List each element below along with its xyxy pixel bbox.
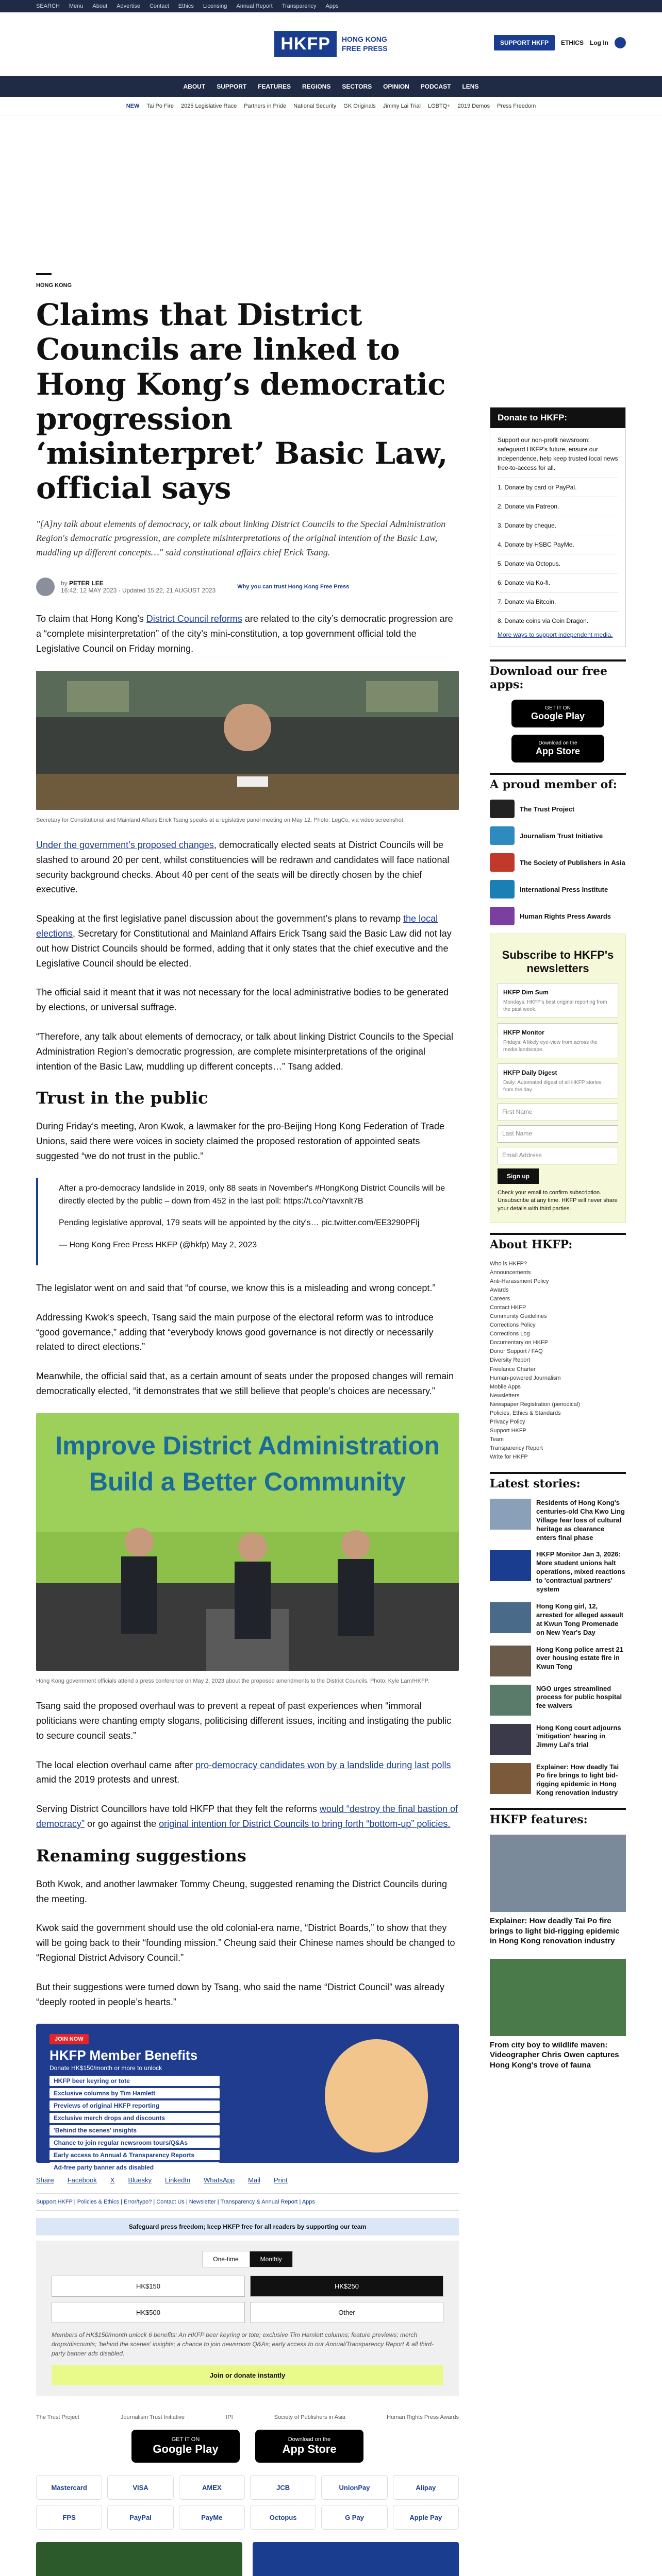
payment-icon[interactable]: Mastercard <box>36 2475 102 2500</box>
nav-regions[interactable]: REGIONS <box>302 83 331 90</box>
story-thumbnail <box>490 1685 531 1716</box>
new-badge: NEW <box>126 103 140 109</box>
about-item[interactable]: Mobile Apps <box>490 1383 521 1390</box>
nav-features[interactable]: FEATURES <box>258 83 291 90</box>
sidebar-spacer <box>490 252 626 407</box>
story-title: HKFP Monitor Jan 3, 2026: More student unions halt operations, mixed reactions to 'contractual partners' system <box>536 1550 625 1594</box>
paragraph: “Therefore, any talk about elements of democracy, or talk about linking District Councils to the Special Administration Region’s democratic progression, are complete misinterpretations of the original intention of the Basic Law, muddling up different concepts…” Tsang added. <box>36 1031 454 1072</box>
logo-mark: HKFP <box>274 31 337 57</box>
ethics-link[interactable]: ETHICS <box>560 39 584 46</box>
member-label: International Press Institute <box>520 885 608 893</box>
text: , Secretary for Constitutional and Mainland Affairs Erick Tsang said the Basic Law did not lay out how District Councils should be formed, adding that it only states that the chief executive and the Legislative Council should be elected. <box>36 928 452 969</box>
story-title: Hong Kong police arrest 21 over housing estate fire in Kwun Tong <box>536 1645 624 1671</box>
link[interactable]: District Council reforms <box>146 614 242 624</box>
trending-item[interactable]: 2019 Demos <box>457 103 490 109</box>
member-item[interactable] <box>490 907 626 925</box>
transparency-link[interactable]: Transparency <box>282 3 317 9</box>
share-facebook[interactable]: Facebook <box>67 2176 97 2184</box>
payment-icon[interactable]: Alipay <box>393 2475 459 2500</box>
embedded-tweet <box>36 1178 459 1265</box>
newsletter-note: Check your email to confirm subscription. Unsubscribe at any time. HKFP will never share your details with third parties. <box>498 1189 618 1212</box>
main-nav <box>0 76 662 97</box>
ethics-banner[interactable] <box>36 2542 242 2576</box>
about-item[interactable]: Diversity Report <box>490 1357 531 1364</box>
trending-item[interactable]: Press Freedom <box>497 103 536 109</box>
support-hkfp-button[interactable]: SUPPORT HKFP <box>494 35 555 50</box>
paragraph <box>36 838 459 897</box>
benefit-item: Chance to join regular newsroom tours/Q&As <box>49 2138 220 2148</box>
hrpa-logo[interactable]: Human Rights Press Awards <box>387 2414 459 2421</box>
last-name-field[interactable]: Last Name <box>498 1125 618 1143</box>
paragraph: Meanwhile, the official said that, as a certain amount of seats under the proposed changes will remain democratically elected, “it demonstrates that we still believe that people’s choices are necessary.” <box>36 1371 454 1396</box>
trending-item[interactable]: 2025 Legislative Race <box>180 103 237 109</box>
trending-item[interactable]: Jimmy Lai Trial <box>383 103 421 109</box>
latest-story[interactable] <box>490 1646 626 1676</box>
about-item[interactable]: Anti-Harassment Policy <box>490 1278 549 1285</box>
tweet-text: Pending legislative approval, 179 seats will be appointed by the city's… pic.twitter.com/EE3290PFlj <box>59 1218 420 1228</box>
benefit-item: Exclusive merch drops and discounts <box>49 2113 220 2123</box>
join-now-badge[interactable]: JOIN NOW <box>49 2034 89 2044</box>
newsletter-option[interactable] <box>498 1023 618 1058</box>
link[interactable]: original intention for District Councils to bring forth “bottom-up” policies. <box>159 1818 451 1829</box>
donate-option[interactable]: 1. Donate by card or PayPal. <box>498 478 618 497</box>
donate-option[interactable]: 5. Donate via Octopus. <box>498 554 618 573</box>
frequency-toggle <box>52 2251 443 2267</box>
share-whatsapp[interactable]: WhatsApp <box>204 2176 235 2184</box>
facebook-icon[interactable] <box>615 37 626 48</box>
payment-icon[interactable]: VISA <box>107 2475 173 2500</box>
member-heading: A proud member of: <box>490 773 626 791</box>
link[interactable]: would “destroy the final bastion of democracy” <box>36 1804 458 1829</box>
author-name[interactable]: PETER LEE <box>69 580 104 587</box>
about-item[interactable]: Freelance Charter <box>490 1366 536 1372</box>
article-title: Claims that District Councils are linked to Hong Kong’s democratic progression ‘misinterpret’ Basic Law, official says <box>36 297 448 506</box>
newsletter-option[interactable] <box>498 1063 618 1098</box>
feature-story[interactable] <box>490 1835 626 1946</box>
monthly-option[interactable]: Monthly <box>250 2251 293 2267</box>
nav-sectors[interactable]: SECTORS <box>342 83 372 90</box>
text: Serving District Councillors have told HKFP that they felt the reforms <box>36 1804 320 1815</box>
latest-story[interactable] <box>490 1602 626 1637</box>
donation-note: Members of HK$150/month unlock 6 benefits: An HKFP beer keyring or tote; exclusive Tim Hamlett columns; feature previews; merch drops/discounts; 'behind the scenes' insights; a chance to join newsroom Q&As; early access to our Annual/Transparency Report & all third-party banner ads disabled. <box>52 2331 434 2358</box>
feature-story[interactable] <box>490 1959 626 2071</box>
nav-support[interactable]: SUPPORT <box>217 83 247 90</box>
press-conference-photo <box>36 1413 459 1671</box>
store-name: App Store <box>282 2443 337 2456</box>
logo-wordmark <box>342 35 388 53</box>
benefit-item: Early access to Annual & Transparency Reports <box>49 2150 220 2160</box>
member-benefits-promo[interactable] <box>36 2024 459 2172</box>
figure-legco <box>36 671 459 824</box>
trust-project-logo[interactable]: The Trust Project <box>36 2414 79 2421</box>
text: or go against the <box>85 1818 159 1829</box>
share-mail[interactable]: Mail <box>248 2176 260 2184</box>
byline-prefix: by <box>61 580 68 587</box>
store-caption: GET IT ON <box>171 2436 200 2443</box>
paragraph: But their suggestions were turned down by Tsang, who said the name “District Council” was already “deeply rooted in people’s hearts.” <box>36 1981 445 2007</box>
donate-option[interactable]: 6. Donate via Ko-fi. <box>498 573 618 592</box>
member-item[interactable] <box>490 826 626 845</box>
newsletter-name: HKFP Dim Sum <box>503 988 549 996</box>
newsletter-name: HKFP Daily Digest <box>503 1069 557 1076</box>
text: Speaking at the first legislative panel discussion about the government’s plans to revamp <box>36 913 404 924</box>
sidebar-app-store[interactable] <box>511 735 604 762</box>
about-item[interactable]: Privacy Policy <box>490 1418 525 1425</box>
story-thumbnail <box>490 1646 531 1676</box>
payment-icon[interactable]: G Pay <box>321 2505 387 2530</box>
advertise-link[interactable]: Advertise <box>117 3 140 9</box>
payment-icon[interactable]: Apple Pay <box>393 2505 459 2530</box>
donate-options <box>498 478 618 630</box>
jti-logo[interactable]: Journalism Trust Initiative <box>120 2414 185 2421</box>
member-item[interactable] <box>490 880 626 899</box>
payment-icon[interactable]: AMEX <box>179 2475 245 2500</box>
paragraph <box>36 1758 459 1788</box>
member-label: Journalism Trust Initiative <box>520 832 603 840</box>
share-print[interactable]: Print <box>273 2176 288 2184</box>
nav-about[interactable]: ABOUT <box>183 83 206 90</box>
newsletter-box <box>490 934 626 1223</box>
about-item[interactable]: Careers <box>490 1296 510 1302</box>
about-item[interactable]: Community Guidelines <box>490 1313 547 1320</box>
trending-item[interactable]: Partners in Pride <box>244 103 287 109</box>
story-thumbnail <box>490 1602 531 1633</box>
author-avatar <box>36 578 55 596</box>
share-bluesky[interactable]: Bluesky <box>128 2176 152 2184</box>
text: To claim that Hong Kong’s <box>36 614 146 624</box>
story-title: Residents of Hong Kong's centuries-old Cha Kwo Ling Village fear loss of cultural heritage as clearance enters final phase <box>536 1499 625 1541</box>
byline-text: by PETER LEE 16:42, 12 MAY 2023 · Updated 15:22, 21 AUGUST 2023 <box>61 580 216 595</box>
figure-caption: Hong Kong government officials attend a press conference on May 2, 2023 about the proposed amendments to the District Councils. Photo: Kyle Lam/HKFP. <box>36 1677 429 1684</box>
contact-link[interactable]: Contact <box>149 3 169 9</box>
legco-photo <box>36 671 459 810</box>
text: amid the 2019 protests and unrest. <box>36 1774 180 1785</box>
benefit-item: Previews of original HKFP reporting <box>49 2100 220 2111</box>
figure-caption: Secretary for Constitutional and Mainland Affairs Erick Tsang speaks at a legislative panel meeting on May 12. Photo: LegCo, via video screenshot. <box>36 817 405 823</box>
benefit-item: HKFP beer keyring or tote <box>49 2076 220 2086</box>
paragraph: Tsang said the proposed overhaul was to prevent a repeat of past experiences when “immoral politicians were chanting empty slogans, politicising different issues, inciting and instigating the public to secure council seats.” <box>36 1701 452 1741</box>
member-item[interactable] <box>490 853 626 872</box>
donate-text: Support our non-profit newsroom: safeguard HKFP's future, ensure our independence, help keep trusted local news free-to-access for all. <box>498 436 618 471</box>
article-category[interactable]: HONG KONG <box>36 273 52 289</box>
more-ways-link[interactable]: More ways to support independent media. <box>498 631 613 638</box>
story-title: Hong Kong girl, 12, arrested for alleged assault at Kwun Tong Promenade on New Year's Day <box>536 1602 624 1636</box>
paragraph: Kwok said the government should use the old colonial-era name, “District Boards,” to show that they will be going back to their “founding mission.” Cheung said their Chinese names should be changed to “Regional District Advisory Council.” <box>36 1923 455 1963</box>
ipi-icon <box>490 880 515 899</box>
about-item[interactable]: Contact HKFP <box>490 1304 526 1311</box>
member-label: The Society of Publishers in Asia <box>520 858 625 867</box>
paragraph: Both Kwok, and another lawmaker Tommy Cheung, suggested renaming the District Councils during the meeting. <box>36 1878 448 1904</box>
trust-project-icon <box>490 800 515 818</box>
donation-widget <box>36 2241 459 2396</box>
first-name-field[interactable]: First Name <box>498 1104 618 1121</box>
link[interactable]: pro-democracy candidates won by a landslide during last polls <box>195 1759 451 1770</box>
masthead <box>0 12 662 76</box>
payment-icon[interactable]: JCB <box>250 2475 316 2500</box>
amount-options <box>52 2276 443 2323</box>
publish-date: 16:42, 12 MAY 2023 <box>61 587 117 595</box>
site-logo[interactable] <box>274 31 387 57</box>
donate-option[interactable]: 7. Donate via Bitcoin. <box>498 592 618 611</box>
text: are related to the city’s democratic progression are a “complete misinterpretation” of the city’s mini-constitution, a top government official told the Legislative Council on Friday morning. <box>36 614 453 654</box>
ipi-logo[interactable]: IPI <box>226 2414 233 2421</box>
paragraph <box>36 1802 459 1832</box>
login-link[interactable]: Log In <box>590 39 608 46</box>
app-store-buttons <box>36 2430 459 2463</box>
backdrop-slogan-2: Build a Better Community <box>89 1467 406 1496</box>
latest-story[interactable] <box>490 1550 626 1594</box>
menu-link[interactable]: Menu <box>69 3 84 9</box>
feature-image <box>490 1835 626 1912</box>
email-field[interactable]: Email Address <box>498 1147 618 1164</box>
newsletter-option[interactable] <box>498 983 618 1018</box>
logo-line2: FREE PRESS <box>341 44 388 53</box>
payment-icon[interactable]: PayPal <box>107 2505 173 2530</box>
figure-press-conference <box>36 1413 459 1685</box>
tweet-text: After a pro-democracy landslide in 2019, only 88 seats in November's #HongKong District Councils will be directly elected by the public – down from 452 in the last poll: https://t.co/Ytavxnlt7B <box>59 1183 445 1206</box>
promo-title: HKFP Member Benefits <box>49 2047 198 2063</box>
about-link[interactable]: About <box>92 3 108 9</box>
tweet-attribution[interactable]: — Hong Kong Free Press HKFP (@hkfp) May 2, 2023 <box>59 1241 257 1250</box>
donate-option[interactable]: 4. Donate by HSBC PayMe. <box>498 535 618 554</box>
article-dek: "[A]ny talk about elements of democracy, or talk about linking District Councils to the Special Administration Region's democratic progression, are complete misinterpretations of the original intention of the Basic Law, muddling up different concepts…" said constitutional affairs chief Erick Tsang. <box>36 518 446 558</box>
logo-line1: HONG KONG <box>341 35 387 43</box>
nav-opinion[interactable]: OPINION <box>383 83 409 90</box>
about-item[interactable]: Team <box>490 1436 504 1443</box>
one-time-option[interactable]: One-time <box>202 2251 249 2267</box>
newsletter-desc: Daily: Automated digest of all HKFP stories from the day. <box>503 1079 602 1093</box>
google-play-button[interactable] <box>131 2430 240 2463</box>
latest-story[interactable] <box>490 1763 626 1798</box>
feature-title: From city boy to wildlife maven: Videographer Chris Owen captures Hong Kong's trove of fauna <box>490 2040 619 2070</box>
about-list <box>490 1260 626 1462</box>
share-linkedin[interactable]: LinkedIn <box>165 2176 191 2184</box>
share-label: Share <box>36 2176 54 2184</box>
about-item[interactable]: Announcements <box>490 1269 531 1276</box>
about-item[interactable]: Newspaper Registration (periodical) <box>490 1401 580 1408</box>
ethics-link[interactable]: Ethics <box>178 3 194 9</box>
about-item[interactable]: Newsletters <box>490 1392 520 1399</box>
store-name: Google Play <box>153 2443 219 2456</box>
promo-banners <box>36 2542 459 2576</box>
story-thumbnail <box>490 1724 531 1755</box>
member-label: Human Rights Press Awards <box>520 912 611 920</box>
trending-nav <box>0 97 662 115</box>
story-title: Explainer: How deadly Tai Po fire brings to light bid-rigging epidemic in Hong Kong renovation industry <box>536 1762 619 1797</box>
masthead-actions <box>494 35 626 50</box>
trending-item[interactable]: GK Originals <box>343 103 376 109</box>
updated-date: Updated 15:22, 21 AUGUST 2023 <box>122 587 216 595</box>
newsletter-desc: Mondays: HKFP's best original reporting from the past week. <box>503 999 607 1012</box>
benefit-item: Exclusive columns by Tim Hamlett <box>49 2088 220 2098</box>
about-heading: About HKFP: <box>490 1233 626 1251</box>
promo-subtitle: Donate HK$150/month or more to unlock <box>49 2064 162 2072</box>
story-title: NGO urges streamlined process for public hospital fee waivers <box>536 1684 622 1710</box>
donate-option[interactable]: 3. Donate by cheque. <box>498 516 618 535</box>
amount-option[interactable]: Other <box>250 2302 443 2323</box>
store-name: Google Play <box>531 711 585 721</box>
join-donate-button[interactable]: Join or donate instantly <box>52 2365 443 2385</box>
store-caption: Download on the <box>288 2436 331 2443</box>
about-item[interactable]: Corrections Policy <box>490 1322 536 1329</box>
story-thumbnail <box>490 1550 531 1581</box>
about-item[interactable]: Awards <box>490 1287 509 1294</box>
article <box>36 252 459 2576</box>
hrpa-icon <box>490 907 515 925</box>
paragraph: Addressing Kwok’s speech, Tsang said the main purpose of the electoral reform was to introduce “good governance,” adding that “everybody knows good governance is not directly or necessarily related to direct elections.” <box>36 1312 434 1352</box>
licensing-link[interactable]: Licensing <box>203 3 227 9</box>
app-store-button[interactable] <box>255 2430 363 2463</box>
donate-box <box>490 407 626 647</box>
byline <box>36 578 459 596</box>
link[interactable]: Under the government’s proposed changes <box>36 840 214 851</box>
amount-option-selected[interactable]: HK$250 <box>250 2276 443 2297</box>
trust-link[interactable]: Why you can trust Hong Kong Free Press <box>237 584 350 590</box>
newsletter-name: HKFP Monitor <box>503 1028 544 1036</box>
sidebar-google-play[interactable] <box>511 700 604 727</box>
store-caption: Download on the <box>538 740 577 746</box>
payment-icon[interactable]: Octopus <box>250 2505 316 2530</box>
paragraph: The legislator went on and said that “of course, we know this is a misleading and wrong concept.” <box>36 1282 436 1293</box>
apps-link[interactable]: Apps <box>325 3 339 9</box>
link[interactable]: the local elections <box>36 913 438 939</box>
payment-methods <box>36 2475 459 2530</box>
benefit-item: 'Behind the scenes' insights <box>49 2125 220 2136</box>
donate-body <box>490 428 625 647</box>
feature-title: Explainer: How deadly Tai Po fire brings to light bid-rigging epidemic in Hong Kong renovation industry <box>490 1917 620 1946</box>
sopa-icon <box>490 853 515 872</box>
about-item[interactable]: Support HKFP <box>490 1427 526 1434</box>
text: The local election overhaul came after <box>36 1759 196 1770</box>
store-name: App Store <box>535 746 580 756</box>
trending-item[interactable]: National Security <box>293 103 337 109</box>
amount-option[interactable]: HK$500 <box>52 2302 245 2323</box>
story-title: Hong Kong court adjourns 'mitigation' hearing in Jimmy Lai's trial <box>536 1723 621 1749</box>
nav-lens[interactable]: LENS <box>462 83 479 90</box>
footer-links[interactable]: Support HKFP | Policies & Ethics | Error/typo? | Contact Us | Newsletter | Transparency & Annual Report | Apps <box>36 2193 459 2211</box>
store-caption: GET IT ON <box>545 705 571 711</box>
about-item[interactable]: Corrections Log <box>490 1331 530 1337</box>
about-item[interactable]: Policies, Ethics & Standards <box>490 1410 561 1416</box>
about-item[interactable]: Donor Support / FAQ <box>490 1348 543 1355</box>
payment-icon[interactable]: FPS <box>36 2505 102 2530</box>
paragraph <box>36 612 459 656</box>
safeguard-banner[interactable]: Safeguard press freedom; keep HKFP free for all readers by supporting our team <box>36 2218 459 2235</box>
sidebar <box>490 252 626 2082</box>
about-item[interactable]: Human-powered Journalism <box>490 1375 561 1381</box>
story-thumbnail <box>490 1763 531 1794</box>
latest-story[interactable] <box>490 1499 626 1542</box>
membership-logos <box>36 2414 459 2420</box>
payment-icon[interactable]: UnionPay <box>321 2475 387 2500</box>
support-banner[interactable] <box>253 2542 459 2576</box>
deer-mascot-illustration <box>325 2039 428 2153</box>
story-thumbnail <box>490 1499 531 1530</box>
paragraph <box>36 911 459 971</box>
section-heading: Trust in the public <box>36 1088 208 1108</box>
paragraph: The official said it meant that it was not necessary for the local administrative bodies to be generated by elections, or universal suffrage. <box>36 987 449 1013</box>
benefit-item: Ad-free party banner ads disabled <box>49 2162 220 2173</box>
section-heading: Renaming suggestions <box>36 1845 246 1866</box>
donate-option[interactable]: 2. Donate via Patreon. <box>498 497 618 516</box>
signup-button[interactable]: Sign up <box>498 1168 539 1184</box>
apps-heading: Download our free apps: <box>490 659 626 691</box>
sopa-logo[interactable]: Society of Publishers in Asia <box>274 2414 345 2421</box>
feature-image <box>490 1959 626 2036</box>
about-item[interactable]: Transparency Report <box>490 1445 543 1451</box>
amount-option[interactable]: HK$150 <box>52 2276 245 2297</box>
about-item[interactable]: Who is HKFP? <box>490 1260 527 1267</box>
jti-icon <box>490 826 515 845</box>
latest-heading: Latest stories: <box>490 1472 626 1490</box>
trending-item[interactable]: Tai Po Fire <box>146 103 174 109</box>
nav-podcast[interactable]: PODCAST <box>420 83 451 90</box>
latest-story[interactable] <box>490 1685 626 1716</box>
donate-heading: Donate to HKFP: <box>490 408 625 428</box>
annual-report-link[interactable]: Annual Report <box>236 3 273 9</box>
backdrop-slogan-1: Improve District Administration <box>55 1431 440 1460</box>
share-bar <box>36 2176 459 2184</box>
member-label: The Trust Project <box>520 805 575 813</box>
text: , democratically elected seats at District Councils will be slashed to around 20 per cent, whilst constituencies will be redrawn and candidates will face national security background checks. About 40 per cent of the seats will be directly chosen by the chief executive. <box>36 840 450 895</box>
share-x[interactable]: X <box>110 2176 115 2184</box>
about-item[interactable]: Write for HKFP <box>490 1453 528 1460</box>
donate-option[interactable]: 8. Donate coins via Coin Dragon. <box>498 611 618 630</box>
trending-item[interactable]: LGBTQ+ <box>428 103 451 109</box>
payment-icon[interactable]: PayMe <box>179 2505 245 2530</box>
top-utility-bar <box>0 0 662 12</box>
about-item[interactable]: Documentary on HKFP <box>490 1340 549 1346</box>
newsletter-title: Subscribe to HKFP's newsletters <box>502 948 614 975</box>
newsletter-desc: Fridays: A likely eye-view from across the media landscape. <box>503 1039 598 1053</box>
search-link[interactable]: SEARCH <box>36 3 60 9</box>
member-item[interactable] <box>490 800 626 818</box>
paragraph: During Friday’s meeting, Aron Kwok, a lawmaker for the pro-Beijing Hong Kong Federation of Trade Unions, said there were voices in society claimed the proposed restoration of appointed seats suggested “we do not trust in the public.” <box>36 1121 445 1161</box>
latest-story[interactable] <box>490 1724 626 1755</box>
features-heading: HKFP features: <box>490 1808 626 1826</box>
